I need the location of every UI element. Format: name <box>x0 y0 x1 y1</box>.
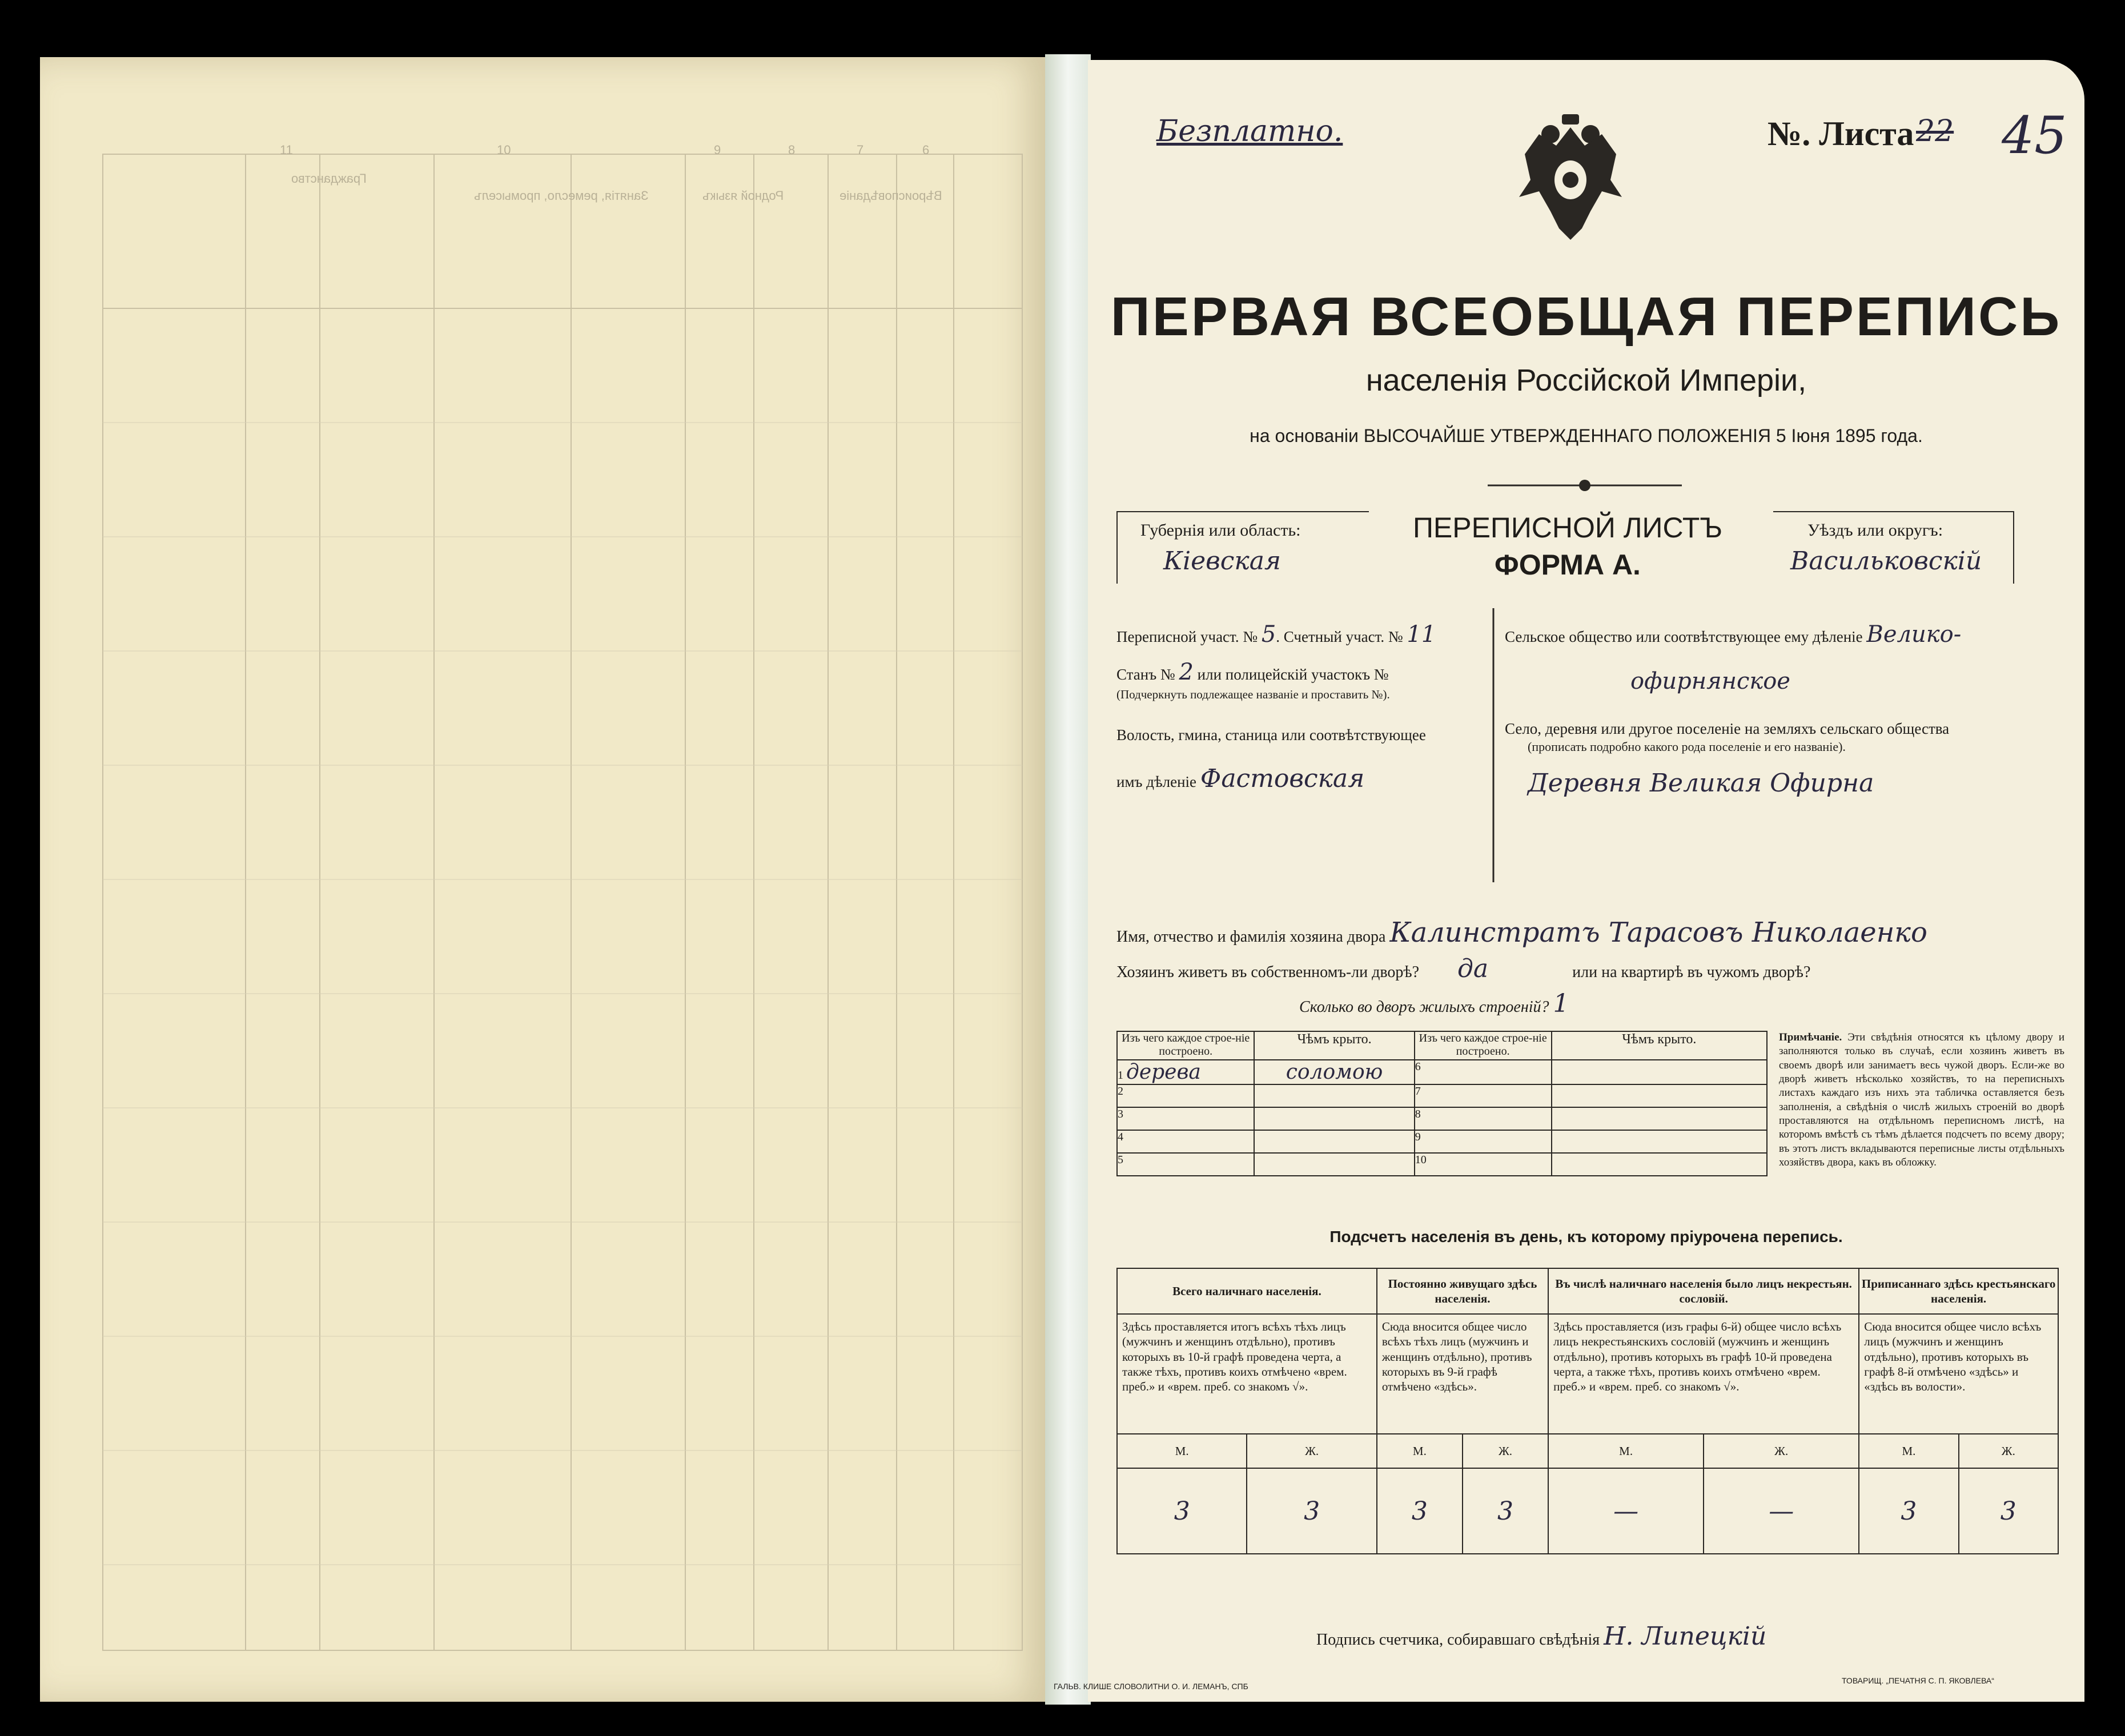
stan-value: 2 <box>1179 659 1194 685</box>
column-number: 10 <box>497 143 511 157</box>
volost-value: Фастовская <box>1200 764 1365 794</box>
owner-name-label: Имя, отчество и фамилія хозяина двора <box>1116 928 1386 946</box>
row-number: 3 <box>1117 1107 1254 1130</box>
signature-label: Подпись счетчика, собиравшаго свѣдѣнія <box>1316 1631 1600 1649</box>
col-built-header: Изъ чего каждое строе-ніе построено. <box>1117 1031 1254 1060</box>
ghost-header: Гражданство <box>291 171 367 186</box>
buildings-table <box>1116 1031 1768 1176</box>
female-label: Ж. <box>1959 1434 2058 1468</box>
row-number: 10 <box>1415 1153 1552 1176</box>
female-label: Ж. <box>1463 1434 1548 1468</box>
female-label: Ж. <box>1704 1434 1859 1468</box>
row-built-value: дерева <box>1126 1060 1201 1084</box>
sheet-number-value: 22 <box>1916 114 1954 148</box>
tally-value: — <box>1704 1468 1859 1554</box>
census-subtitle: населенія Россійской Имперіи, <box>1365 363 1807 397</box>
uchastok-label: Переписной участ. № <box>1116 628 1258 645</box>
obshchestvo-value: Велико- <box>1866 621 1962 648</box>
row-number: 6 <box>1415 1060 1552 1084</box>
uchastok-value: 5 <box>1261 621 1276 648</box>
ghost-header: Родной языкъ <box>702 188 784 203</box>
row-number: 4 <box>1117 1130 1254 1153</box>
row-roof-value <box>1254 1130 1414 1153</box>
margin-number: 45 <box>2002 106 2067 166</box>
schetny-label: Счетный участ. № <box>1283 628 1403 645</box>
obshchestvo-value-2: офирнянское <box>1630 668 1790 694</box>
row-roof-value <box>1552 1153 1767 1176</box>
column-number: 7 <box>857 143 864 157</box>
note-text: Эти свѣдѣнія относятся къ цѣлому двору и заполняются только въ случаѣ, если хозяинъ живетъ въ своемъ дворѣ или занимаетъ весь чужой дворъ. Если-же во дворѣ живетъ нѣсколько хозяйствъ, то на переписныхъ листахъ каждаго изъ нихъ эта табличка оставляется безъ заполненія, а свѣдѣнія о числѣ жилыхъ строеній во дворѣ проставляются на отдѣльномъ переписномъ листѣ, на которомъ вмѣстѣ съ тѣмъ дѣлается подсчетъ по всему двору; въ этотъ листъ вкладываются переписные листы отдѣльныхъ хозяйствъ двора, какъ въ обложку. <box>1779 1031 2064 1168</box>
row-roof-value <box>1552 1060 1767 1084</box>
volost-label-2: имъ дѣленіе <box>1116 773 1197 791</box>
table-row <box>1117 1130 1767 1153</box>
imperial-eagle-emblem <box>1516 111 1625 243</box>
tally-desc: Здѣсь проставляется итогъ всѣхъ тѣхъ лицъ (мужчинъ и женщинъ отдѣльно), противъ которыхъ въ 10-й графѣ проведена черта, а также тѣхъ, противъ коихъ отмѣчено «врем. преб.» и «врем. преб. со знакомъ √». <box>1117 1314 1377 1434</box>
stan-line <box>1116 657 1516 687</box>
left-page-grid <box>40 57 1045 1702</box>
schetny-value: 11 <box>1407 621 1436 648</box>
female-label: Ж. <box>1247 1434 1376 1468</box>
other-yard-label: или на квартирѣ въ чужомъ дворѣ? <box>1572 963 1811 981</box>
male-label: М. <box>1548 1434 1704 1468</box>
selo-note: (прописать подробно какого рода поселеніе и его названіе). <box>1528 740 1846 754</box>
tally-value: 3 <box>1247 1468 1376 1554</box>
tally-head-permanent: Постоянно живущаго здѣсь населенія. <box>1377 1268 1548 1314</box>
guberniya-label: Губернія или область: <box>1140 521 1301 540</box>
own-yard-value: да <box>1457 954 1489 983</box>
male-label: М. <box>1117 1434 1247 1468</box>
uezd-value: Васильковскій <box>1790 546 1982 576</box>
book-gutter <box>1045 54 1091 1705</box>
tally-table <box>1116 1268 2059 1554</box>
column-number: 11 <box>280 143 293 157</box>
tally-value: 3 <box>1463 1468 1548 1554</box>
district-left-block <box>1116 620 1516 795</box>
district-note: (Подчеркнуть подлежащее названіе и проставить №). <box>1116 688 1390 701</box>
tally-desc: Сюда вносится общее число всѣхъ лицъ (мужчинъ и женщинъ отдѣльно), противъ которыхъ въ графѣ 8-й отмѣчено «здѣсь» и «здѣсь въ волости». <box>1859 1314 2058 1434</box>
tally-title: Подсчетъ населенія въ день, къ которому пріурочена перепись. <box>1329 1228 1843 1245</box>
uezd-label: Уѣздъ или округъ: <box>1807 521 1943 540</box>
free-label: Безплатно. <box>1156 114 1343 148</box>
tally-value: — <box>1548 1468 1704 1554</box>
male-label: М. <box>1859 1434 1958 1468</box>
police-label: или полицейскій участокъ № <box>1197 666 1389 683</box>
census-title: ПЕРВАЯ ВСЕОБЩАЯ ПЕРЕПИСЬ <box>1110 286 2062 347</box>
buildings-value: 1 <box>1553 989 1569 1018</box>
signature-value: Н. Липецкій <box>1604 1622 1767 1651</box>
ghost-header: Занятія, ремесло, промыселъ <box>474 188 649 203</box>
table-row <box>1117 1060 1767 1084</box>
tally-value: 3 <box>1377 1468 1463 1554</box>
signature-line <box>1316 1622 1766 1651</box>
tally-head-registered: Приписаннаго здѣсь крестьянскаго населенія. <box>1859 1268 2058 1314</box>
row-number: 9 <box>1415 1130 1552 1153</box>
tally-head-non-peasant: Въ числѣ наличнаго населенія было лицъ некрестьян. сословій. <box>1548 1268 1859 1314</box>
row-number: 7 <box>1415 1084 1552 1107</box>
row-number: 2 <box>1117 1084 1254 1107</box>
male-label: М. <box>1377 1434 1463 1468</box>
tally-desc: Сюда вносится общее число всѣхъ тѣхъ лицъ (мужчинъ и женщинъ отдѣльно), противъ которыхъ въ 9-й графѣ отмѣчено «здѣсь». <box>1377 1314 1548 1434</box>
col-roof-header: Чѣмъ крыто. <box>1552 1031 1767 1060</box>
ornament-divider <box>1488 477 1682 494</box>
table-row <box>1117 1084 1767 1107</box>
footer-left-imprint: ГАЛЬВ. КЛИШЕ СЛОВОЛИТНИ О. И. ЛЕМАНЪ, СПБ <box>1054 1682 1248 1691</box>
ghost-header: Вѣроисповѣданіе <box>839 188 942 203</box>
row-roof-value <box>1254 1107 1414 1130</box>
row-roof-value <box>1552 1107 1767 1130</box>
note-block <box>1779 1031 2064 1170</box>
guberniya-box <box>1116 511 1369 584</box>
form-subtitle: ФОРМА А. <box>1495 549 1641 581</box>
row-roof-value: соломою <box>1254 1060 1414 1084</box>
uchastok-line: Переписной участ. № 5. Счетный участ. № 11 <box>1116 621 1436 648</box>
tally-value: 3 <box>1859 1468 1958 1554</box>
table-row <box>1117 1153 1767 1176</box>
owner-name-value: Калинстратъ Тарасовъ Николаенко <box>1389 917 1927 949</box>
owner-block <box>1116 917 2059 1018</box>
left-page <box>40 57 1045 1702</box>
district-divider <box>1491 608 1496 882</box>
column-number: 9 <box>714 143 721 157</box>
row-roof-value <box>1552 1084 1767 1107</box>
row-number: 5 <box>1117 1153 1254 1176</box>
uezd-box <box>1773 511 2014 584</box>
selo-value: Деревня Великая Офирна <box>1528 768 1874 798</box>
column-number: 8 <box>788 143 796 157</box>
volost-label: Волость, гмина, станица или соотвѣтствующее <box>1116 726 1426 744</box>
row-roof-value <box>1254 1084 1414 1107</box>
tally-desc: Здѣсь проставляется (изъ графы 6-й) общее число всѣхъ лицъ некрестьянскихъ сословій (мужчинъ и женщинъ отдѣльно), противъ которыхъ въ графѣ 10-й проведена черта, а также тѣхъ, противъ коихъ отмѣчено «врем. преб.» и «врем. преб. со знакомъ √». <box>1548 1314 1859 1434</box>
stan-label: Станъ № <box>1116 666 1175 683</box>
buildings-label: Сколько во дворъ жилыхъ строеній? <box>1299 998 1549 1016</box>
footer-right-imprint: ТОВАРИЩ. „ПЕЧАТНЯ С. П. ЯКОВЛЕВА“ <box>1842 1676 1994 1685</box>
note-label: Примѣчаніе. <box>1779 1031 1842 1043</box>
form-title: ПЕРЕПИСНОЙ ЛИСТЪ <box>1412 512 1723 544</box>
column-number: 6 <box>922 143 930 157</box>
tally-value: 3 <box>1959 1468 2058 1554</box>
tally-value: 3 <box>1117 1468 1247 1554</box>
guberniya-value: Кіевская <box>1163 546 1282 576</box>
row-number: 1 <box>1118 1069 1123 1082</box>
own-yard-label: Хозяинъ живетъ въ собственномъ-ли дворѣ? <box>1116 963 1420 981</box>
census-basis: на основаніи ВЫСОЧАЙШЕ УТВЕРЖДЕННАГО ПОЛОЖЕНІЯ 5 Іюня 1895 года. <box>1250 425 1923 446</box>
tally-head-total: Всего наличнаго населенія. <box>1117 1268 1377 1314</box>
table-row <box>1117 1107 1767 1130</box>
obshchestvo-label: Сельское общество или соотвѣтствующее ему дѣленіе <box>1505 628 1863 645</box>
col-built-header: Изъ чего каждое строе-ніе построено. <box>1415 1031 1552 1060</box>
district-right-block <box>1505 620 2064 799</box>
col-roof-header: Чѣмъ крыто. <box>1254 1031 1414 1060</box>
row-roof-value <box>1552 1130 1767 1153</box>
row-roof-value <box>1254 1153 1414 1176</box>
selo-label: Село, деревня или другое поселеніе на земляхъ сельскаго общества <box>1505 720 1950 737</box>
row-number: 8 <box>1415 1107 1552 1130</box>
sheet-number-label: №. Листа <box>1768 115 1914 152</box>
census-form-page <box>1054 60 2084 1702</box>
